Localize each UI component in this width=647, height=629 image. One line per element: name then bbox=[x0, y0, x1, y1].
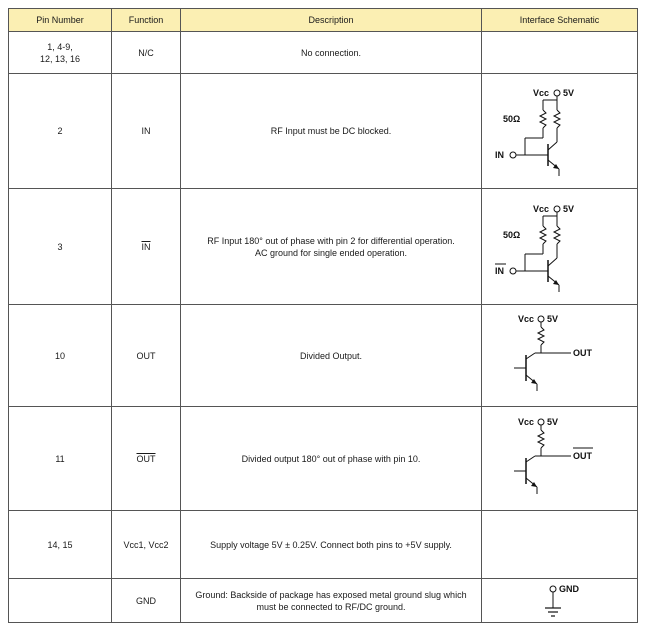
schematic-cell-empty bbox=[482, 32, 638, 74]
vcc-label: Vcc bbox=[517, 416, 534, 427]
description-cell: No connection. bbox=[181, 32, 482, 74]
description-cell: Supply voltage 5V ± 0.25V. Connect both pins to +5V supply. bbox=[181, 511, 482, 579]
description-line1: Ground: Backside of package has exposed metal ground slug which bbox=[195, 589, 467, 600]
function-cell: N/C bbox=[112, 32, 181, 74]
out-inverted-pin-label: OUT bbox=[572, 450, 592, 461]
resistor-50ohm-label: 50Ω bbox=[502, 114, 520, 124]
vcc-5v-label: 5V bbox=[562, 203, 574, 214]
pin-number-cell bbox=[9, 579, 112, 623]
out-pin-label: OUT bbox=[572, 347, 592, 358]
table-row bbox=[9, 189, 638, 305]
function-cell: Vcc1, Vcc2 bbox=[112, 511, 181, 579]
function-in-inverted: $\overline{IN}$ bbox=[141, 241, 151, 252]
inverted-input-interface-schematic bbox=[485, 192, 635, 302]
schematic-cell bbox=[482, 305, 638, 407]
description-line2: must be connected to RF/DC ground. bbox=[256, 601, 406, 612]
pin-number-cell: 2 bbox=[9, 74, 112, 189]
description-cell: RF Input must be DC blocked. bbox=[181, 74, 482, 189]
pin-number-cell: 14, 15 bbox=[9, 511, 112, 579]
vcc-5v-label: 5V bbox=[546, 416, 558, 427]
table-row bbox=[9, 579, 638, 623]
vcc-5v-label: 5V bbox=[546, 313, 558, 324]
table-row bbox=[9, 407, 638, 511]
table-row bbox=[9, 305, 638, 407]
pin-number-cell bbox=[9, 32, 112, 74]
vcc-label: Vcc bbox=[517, 313, 534, 324]
gnd-label: GND bbox=[558, 583, 579, 594]
inverted-output-interface-schematic bbox=[485, 410, 635, 508]
resistor-50ohm-label: 50Ω bbox=[502, 229, 520, 240]
header-interface-schematic: Interface Schematic bbox=[482, 9, 638, 32]
description-cell: Divided Output. bbox=[181, 305, 482, 407]
description-cell bbox=[181, 189, 482, 305]
vcc-label: Vcc bbox=[532, 203, 549, 214]
description-line2: AC ground for single ended operation. bbox=[254, 247, 408, 258]
description-cell bbox=[181, 579, 482, 623]
pin-number-line1: 1, 4-9, bbox=[47, 41, 73, 52]
in-pin-label: IN bbox=[494, 150, 504, 160]
pin-function-table bbox=[8, 8, 638, 623]
function-cell bbox=[112, 407, 181, 511]
schematic-cell bbox=[482, 189, 638, 305]
ground-icon bbox=[545, 608, 561, 616]
pin-number-cell: 10 bbox=[9, 305, 112, 407]
header-description: Description bbox=[181, 9, 482, 32]
schematic-cell bbox=[482, 407, 638, 511]
function-cell: IN bbox=[112, 74, 181, 189]
input-interface-schematic bbox=[485, 76, 635, 186]
schematic-cell-empty bbox=[482, 511, 638, 579]
description-cell: Divided output 180° out of phase with pin 10. bbox=[181, 407, 482, 511]
schematic-cell bbox=[482, 579, 638, 623]
description-line1: RF Input 180° out of phase with pin 2 for differential operation. bbox=[207, 235, 455, 246]
output-interface-schematic bbox=[485, 307, 635, 405]
ground-schematic bbox=[485, 580, 635, 622]
function-cell: GND bbox=[112, 579, 181, 623]
pin-number-line2: 12, 13, 16 bbox=[39, 53, 81, 64]
header-pin-number: Pin Number bbox=[9, 9, 112, 32]
header-function: Function bbox=[112, 9, 181, 32]
schematic-cell bbox=[482, 74, 638, 189]
table-row bbox=[9, 74, 638, 189]
in-inverted-pin-label: IN bbox=[494, 265, 504, 276]
function-out-inverted: $\overline{OUT}$ bbox=[136, 453, 156, 464]
function-cell bbox=[112, 189, 181, 305]
pin-number-cell: 3 bbox=[9, 189, 112, 305]
table-row bbox=[9, 511, 638, 579]
table-header-row bbox=[9, 9, 638, 32]
function-cell: OUT bbox=[112, 305, 181, 407]
vcc-label: Vcc bbox=[532, 88, 549, 98]
vcc-5v-label: 5V bbox=[562, 88, 574, 98]
pin-number-cell: 11 bbox=[9, 407, 112, 511]
page-top-margin bbox=[0, 0, 647, 5]
table-row bbox=[9, 32, 638, 74]
